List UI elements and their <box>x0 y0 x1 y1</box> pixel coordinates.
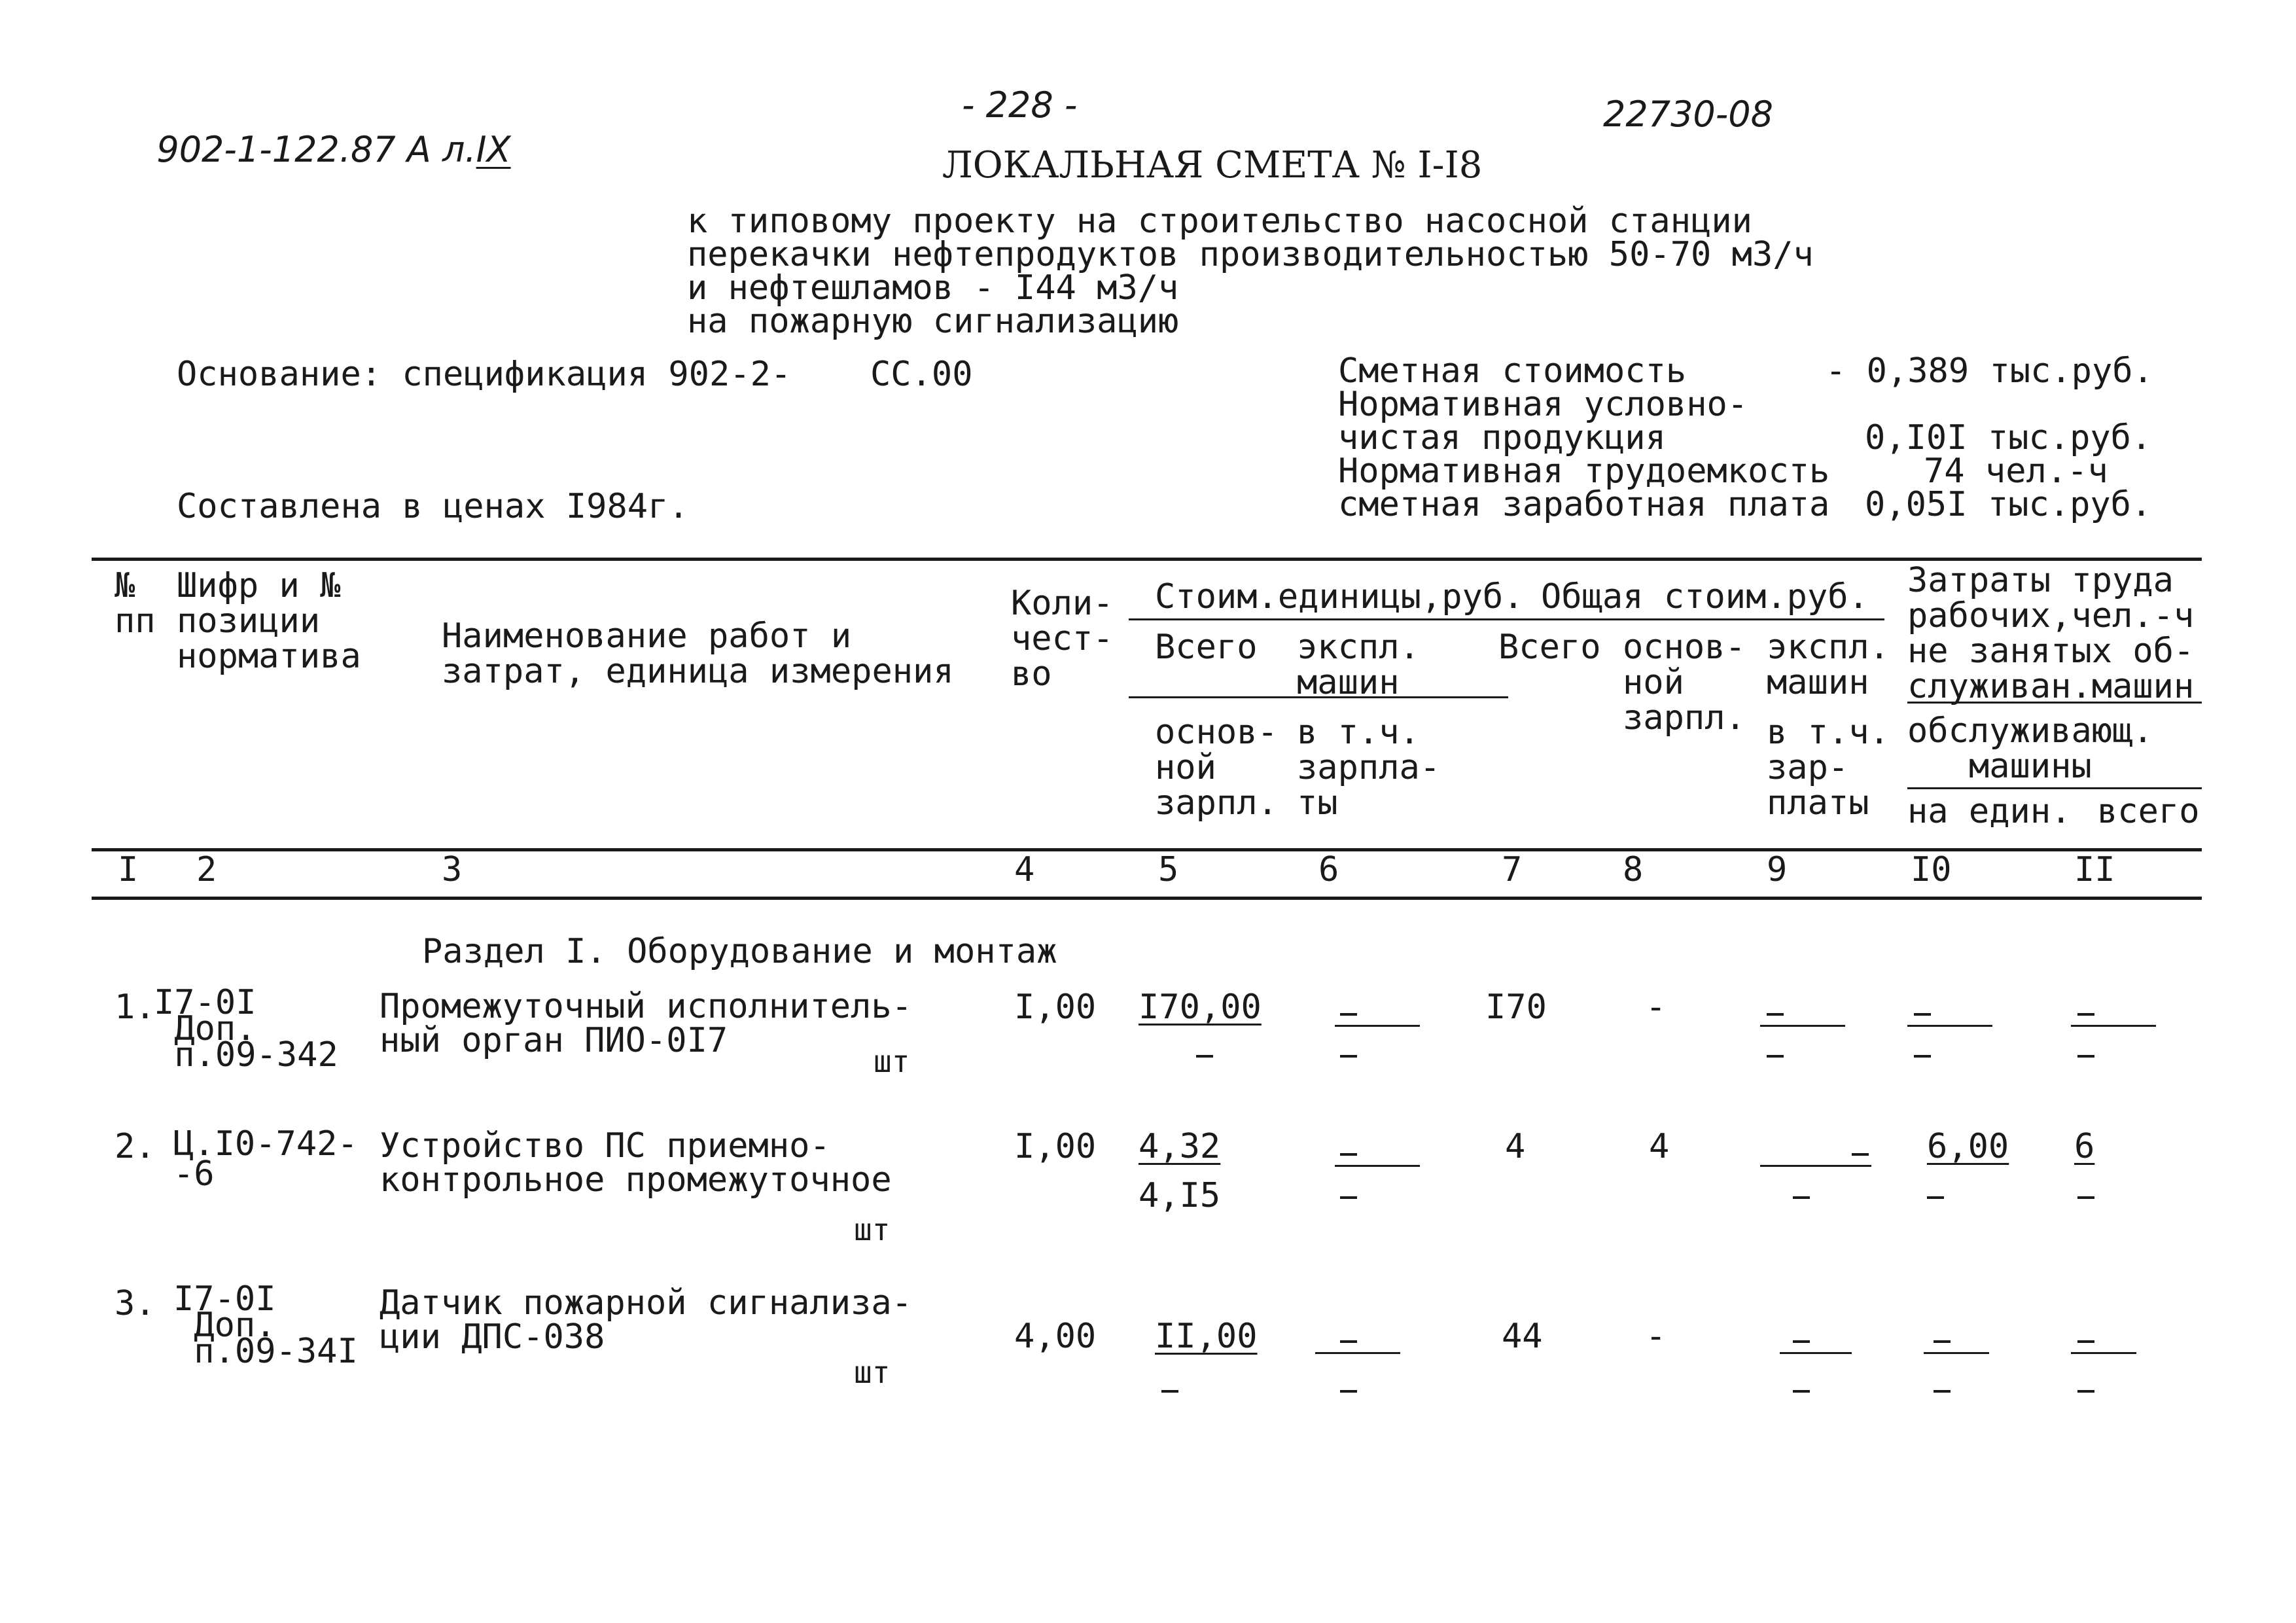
labor-total-header: всего <box>2097 792 2200 831</box>
column-number: I0 <box>1911 850 1952 889</box>
row-quantity: I,00 <box>1014 1127 1097 1166</box>
underline-mark <box>1760 1025 1845 1027</box>
labor-header: Затраты труда рабочих,чел.-ч не занятых об- служиван.машин <box>1907 561 2195 706</box>
row-unit-total: I70,00 <box>1139 988 1262 1027</box>
row-code: Ц.I0-742- -6 <box>173 1124 358 1194</box>
dash-mark <box>1340 1196 1357 1199</box>
column-number: 2 <box>196 850 217 889</box>
row-unit: шт <box>854 1355 891 1390</box>
col-name-header: Наименование работ и затрат, единица измерения <box>442 616 954 691</box>
underline-mark <box>1924 1352 1989 1354</box>
row-name: Промежуточный исполнитель- ный орган ПИО-0I7 <box>380 987 912 1060</box>
dash-mark <box>2077 1055 2094 1058</box>
summary-label: сметная заработная плата <box>1338 485 1830 524</box>
summary-value: - 0,389 тыс.руб. <box>1826 351 2153 391</box>
summary-label: Сметная стоимость <box>1338 351 1687 391</box>
dash-mark <box>1927 1196 1944 1199</box>
unit-cost-header: Стоим.единицы,руб. <box>1155 577 1524 616</box>
subtitle-line: перекачки нефтепродуктов производительностью 50-70 м3/ч <box>687 235 1814 274</box>
column-number: 6 <box>1318 850 1339 889</box>
header-bottom-rule <box>92 848 2202 851</box>
drawing-code-text: 902-1-122.87 А л. <box>156 129 476 170</box>
dash-mark <box>2077 1340 2094 1343</box>
dash-mark <box>1340 1340 1357 1343</box>
column-number: 8 <box>1623 850 1644 889</box>
column-number: II <box>2074 850 2115 889</box>
page-title: ЛОКАЛЬНАЯ СМЕТА № I-I8 <box>942 144 1483 187</box>
page-number: - 228 - <box>962 84 1078 126</box>
col5-bottom-header: основ- ной зарпл. <box>1155 713 1278 823</box>
summary-label: Нормативная условно- <box>1338 385 1748 424</box>
underline-mark <box>1335 1025 1420 1027</box>
underline-mark <box>2071 1025 2156 1027</box>
row-code: I7-0I Доп. п.09-34I <box>173 1279 358 1371</box>
dash-mark <box>1914 1055 1931 1058</box>
subtitle-line: на пожарную сигнализацию <box>687 302 1179 341</box>
row-name: Устройство ПС приемно- контрольное промежуточное <box>380 1126 892 1200</box>
underline-mark <box>1315 1352 1400 1354</box>
dash-mark <box>1793 1340 1810 1343</box>
underline-mark <box>1335 1165 1420 1167</box>
row-wage: - <box>1646 988 1667 1027</box>
dash-mark <box>1196 1055 1213 1058</box>
dash-mark <box>1340 1055 1357 1058</box>
col9-bottom-header: в т.ч. зар- платы <box>1767 713 1890 823</box>
basis-label: Основание: спецификация 902-2- <box>177 355 792 394</box>
document-number: 22730-08 <box>1603 94 1773 135</box>
summary-label: Нормативная трудоемкость <box>1338 452 1830 491</box>
col9-top-header: экспл. машин <box>1767 628 1890 702</box>
labor-per-unit-header: на един. <box>1907 792 2072 831</box>
summary-label: чистая продукция <box>1338 418 1666 457</box>
dash-mark <box>1340 1153 1357 1156</box>
row-unit-total: II,00 <box>1155 1317 1258 1356</box>
column-number: 4 <box>1014 850 1035 889</box>
row-total: 4 <box>1505 1127 1526 1166</box>
dash-mark <box>1934 1340 1951 1343</box>
table-top-rule <box>92 558 2202 561</box>
col5-top-header: Всего <box>1155 628 1258 667</box>
numbers-bottom-rule <box>92 897 2202 900</box>
dash-mark <box>1914 1013 1931 1016</box>
labor-machine-header: обслуживающ. машины <box>1907 711 2153 786</box>
subtitle-line: и нефтешламов - I44 м3/ч <box>687 268 1179 308</box>
row-code: I7-0I Доп. п.09-342 <box>154 983 338 1075</box>
labor-rule-2 <box>1907 787 2202 789</box>
column-number: 7 <box>1502 850 1523 889</box>
column-number: 9 <box>1767 850 1788 889</box>
dash-mark <box>1852 1153 1869 1156</box>
col-number-header: № пп <box>115 566 156 641</box>
row-quantity: I,00 <box>1014 988 1097 1027</box>
dash-mark <box>1340 1013 1357 1016</box>
unit-cost-rule <box>1129 618 1884 620</box>
row-unit-wage: 4,I5 <box>1139 1176 1221 1215</box>
dash-mark <box>1793 1390 1810 1393</box>
column-number: 3 <box>442 850 463 889</box>
summary-value: 0,I0I тыс.руб. <box>1865 418 2152 457</box>
underline-mark <box>1780 1352 1852 1354</box>
price-basis: Составлена в ценах I984г. <box>177 487 689 526</box>
underline-mark <box>2071 1352 2136 1354</box>
dash-mark <box>1934 1390 1951 1393</box>
basis-code: СС.00 <box>870 355 973 394</box>
row-wage: - <box>1646 1317 1667 1356</box>
summary-value: 74 чел.-ч <box>1924 452 2108 491</box>
column-number: I <box>118 850 139 889</box>
row-unit-total: 4,32 <box>1139 1127 1221 1166</box>
row-unit: шт <box>854 1212 891 1247</box>
dash-mark <box>2077 1196 2094 1199</box>
subtitle-line: к типовому проекту на строительство насосной станции <box>687 202 1752 241</box>
col6-bottom-header: в т.ч. зарпла- ты <box>1297 713 1441 823</box>
dash-mark <box>2077 1013 2094 1016</box>
drawing-code-sheet: IX <box>476 129 511 170</box>
col-code-header: Шифр и № позиции норматива <box>177 566 361 676</box>
row-number: 1. <box>115 988 156 1027</box>
col8-header: основ- ной зарпл. <box>1623 628 1746 738</box>
row-total: I70 <box>1485 988 1547 1027</box>
column-number: 5 <box>1158 850 1179 889</box>
row-number: 2. <box>115 1127 156 1166</box>
col-quantity-header: Коли- чест- во <box>1011 584 1114 694</box>
summary-value: 0,05I тыс.руб. <box>1865 485 2152 524</box>
drawing-code <box>134 97 511 168</box>
row-labor-per-unit: 6,00 <box>1927 1127 2009 1166</box>
col6-top-header: экспл. машин <box>1297 628 1420 702</box>
section-title: Раздел I. Оборудование и монтаж <box>422 932 1057 971</box>
dash-mark <box>1340 1390 1357 1393</box>
row-quantity: 4,00 <box>1014 1317 1097 1356</box>
row-total: 44 <box>1502 1317 1543 1356</box>
row-name: Датчик пожарной сигнализа- ции ДПС-038 <box>380 1283 912 1357</box>
row-wage: 4 <box>1649 1127 1670 1166</box>
dash-mark <box>1767 1055 1784 1058</box>
row-labor-total: 6 <box>2074 1127 2095 1166</box>
row-unit: шт <box>874 1044 910 1079</box>
underline-mark <box>1760 1165 1871 1167</box>
col7-header: Всего <box>1498 628 1601 667</box>
dash-mark <box>1767 1013 1784 1016</box>
row-number: 3. <box>115 1284 156 1323</box>
dash-mark <box>1793 1196 1810 1199</box>
total-cost-header: Общая стоим.руб. <box>1541 577 1869 616</box>
underline-mark <box>1907 1025 1992 1027</box>
dash-mark <box>1161 1390 1178 1393</box>
dash-mark <box>2077 1390 2094 1393</box>
